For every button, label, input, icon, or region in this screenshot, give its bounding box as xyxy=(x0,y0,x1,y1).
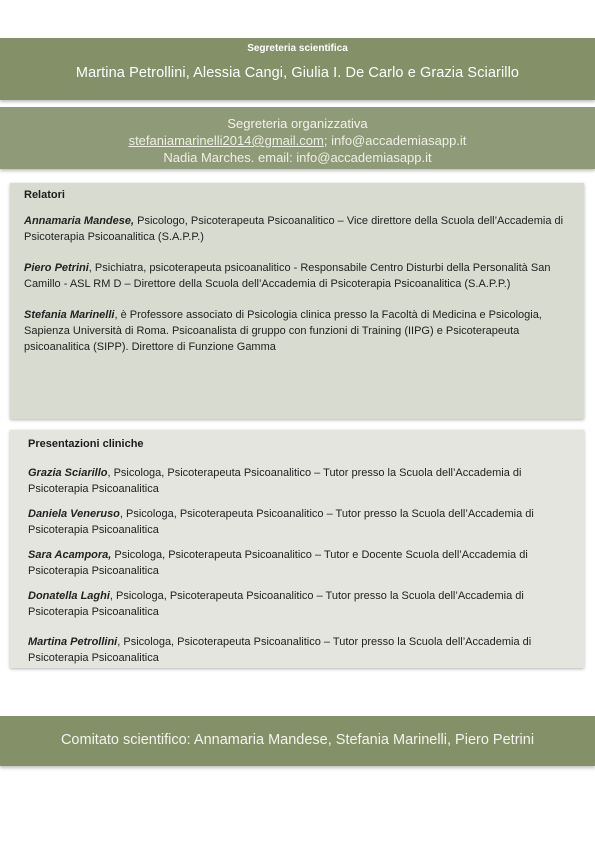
relatori-title: Relatori xyxy=(24,189,65,201)
presentatore-desc: , Psicologa, Psicoterapeuta Psicoanalitico – Tutor presso la Scuola dell’Accademia di Psicoterapia Psicoanalitica xyxy=(28,467,522,495)
presentatore-name: Grazia Sciarillo xyxy=(28,467,108,479)
email-link[interactable]: stefaniamarinelli2014@gmail.com xyxy=(128,133,324,148)
segreteria-scientifica-band xyxy=(0,38,595,100)
email-line xyxy=(0,133,595,148)
relatori-panel xyxy=(10,183,584,419)
presentazione-entry xyxy=(28,547,570,579)
segreteria-organizzativa-label: Segreteria organizzativa xyxy=(227,116,368,131)
presentatore-name: Donatella Laghi xyxy=(28,590,110,602)
relatore-entry xyxy=(24,260,570,292)
relatore-desc: , è Professore associato di Psicologia clinica presso la Facoltà di Medicina e Psicologia, Sapienza Università di Roma. Psicoanalista di gruppo con funzioni di Training (IIPG) e Psicoterapeuta psicoanalitica (SIPP). Direttore di Funzione Gamma xyxy=(24,309,542,353)
segreteria-scientifica-label: Segreteria scientifica xyxy=(247,43,348,54)
relatore-name: Piero Petrini xyxy=(24,262,89,274)
presentatore-desc: , Psicologa, Psicoterapeuta Psicoanalitico – Tutor presso la Scuola dell’Accademia di Psicoterapia Psicoanalitica xyxy=(28,508,534,536)
presentatore-name: Martina Petrollini xyxy=(28,636,118,648)
segreteria-scientifica-names: Martina Petrollini, Alessia Cangi, Giulia I. De Carlo e Grazia Sciarillo xyxy=(75,65,520,81)
presentazione-entry xyxy=(28,588,570,620)
presentatore-desc: , Psicologa, Psicoterapeuta Psicoanalitico – Tutor presso la Scuola dell’Accademia di Psicoterapia Psicoanalitica xyxy=(28,590,524,618)
presentazione-entry xyxy=(28,465,570,497)
contact-line: Nadia Marches. email: info@accademiasapp.it xyxy=(163,150,432,165)
relatore-entry xyxy=(24,307,570,355)
presentazione-entry xyxy=(28,506,570,538)
relatore-desc: , Psichiatra, psicoterapeuta psicoanalitico - Responsabile Centro Disturbi della Personalità San Camillo - ASL RM D – Direttore della Scuola dell’Accademia di Psicoterapia Psicoanalitica (S.A.P.P.) xyxy=(24,262,551,290)
relatore-entry xyxy=(24,213,570,245)
presentatore-name: Daniela Veneruso xyxy=(28,508,120,520)
comitato-scientifico-band xyxy=(0,716,595,766)
relatore-desc: Psicologo, Psicoterapeuta Psicoanalitico – Vice direttore della Scuola dell’Accademia di Psicoterapia Psicoanalitica (S.A.P.P.) xyxy=(24,215,564,243)
presentazioni-panel xyxy=(10,430,584,668)
presentazioni-title: Presentazioni cliniche xyxy=(28,438,144,450)
comitato-scientifico-text: Comitato scientifico: Annamaria Mandese, Stefania Marinelli, Piero Petrini xyxy=(60,732,535,748)
segreteria-organizzativa-band xyxy=(0,107,595,169)
relatore-name: Stefania Marinelli xyxy=(24,309,115,321)
presentazione-entry xyxy=(28,634,570,666)
relatore-name: Annamaria Mandese, xyxy=(24,215,135,227)
email-rest: ; info@accademiasapp.it xyxy=(323,133,467,148)
presentatore-desc: , Psicologa, Psicoterapeuta Psicoanalitico – Tutor presso la Scuola dell’Accademia di Psicoterapia Psicoanalitica xyxy=(28,636,532,664)
presentatore-desc: Psicologa, Psicoterapeuta Psicoanalitico – Tutor e Docente Scuola dell’Accademia di Psicoterapia Psicoanalitica xyxy=(28,549,528,577)
presentatore-name: Sara Acampora, xyxy=(28,549,112,561)
